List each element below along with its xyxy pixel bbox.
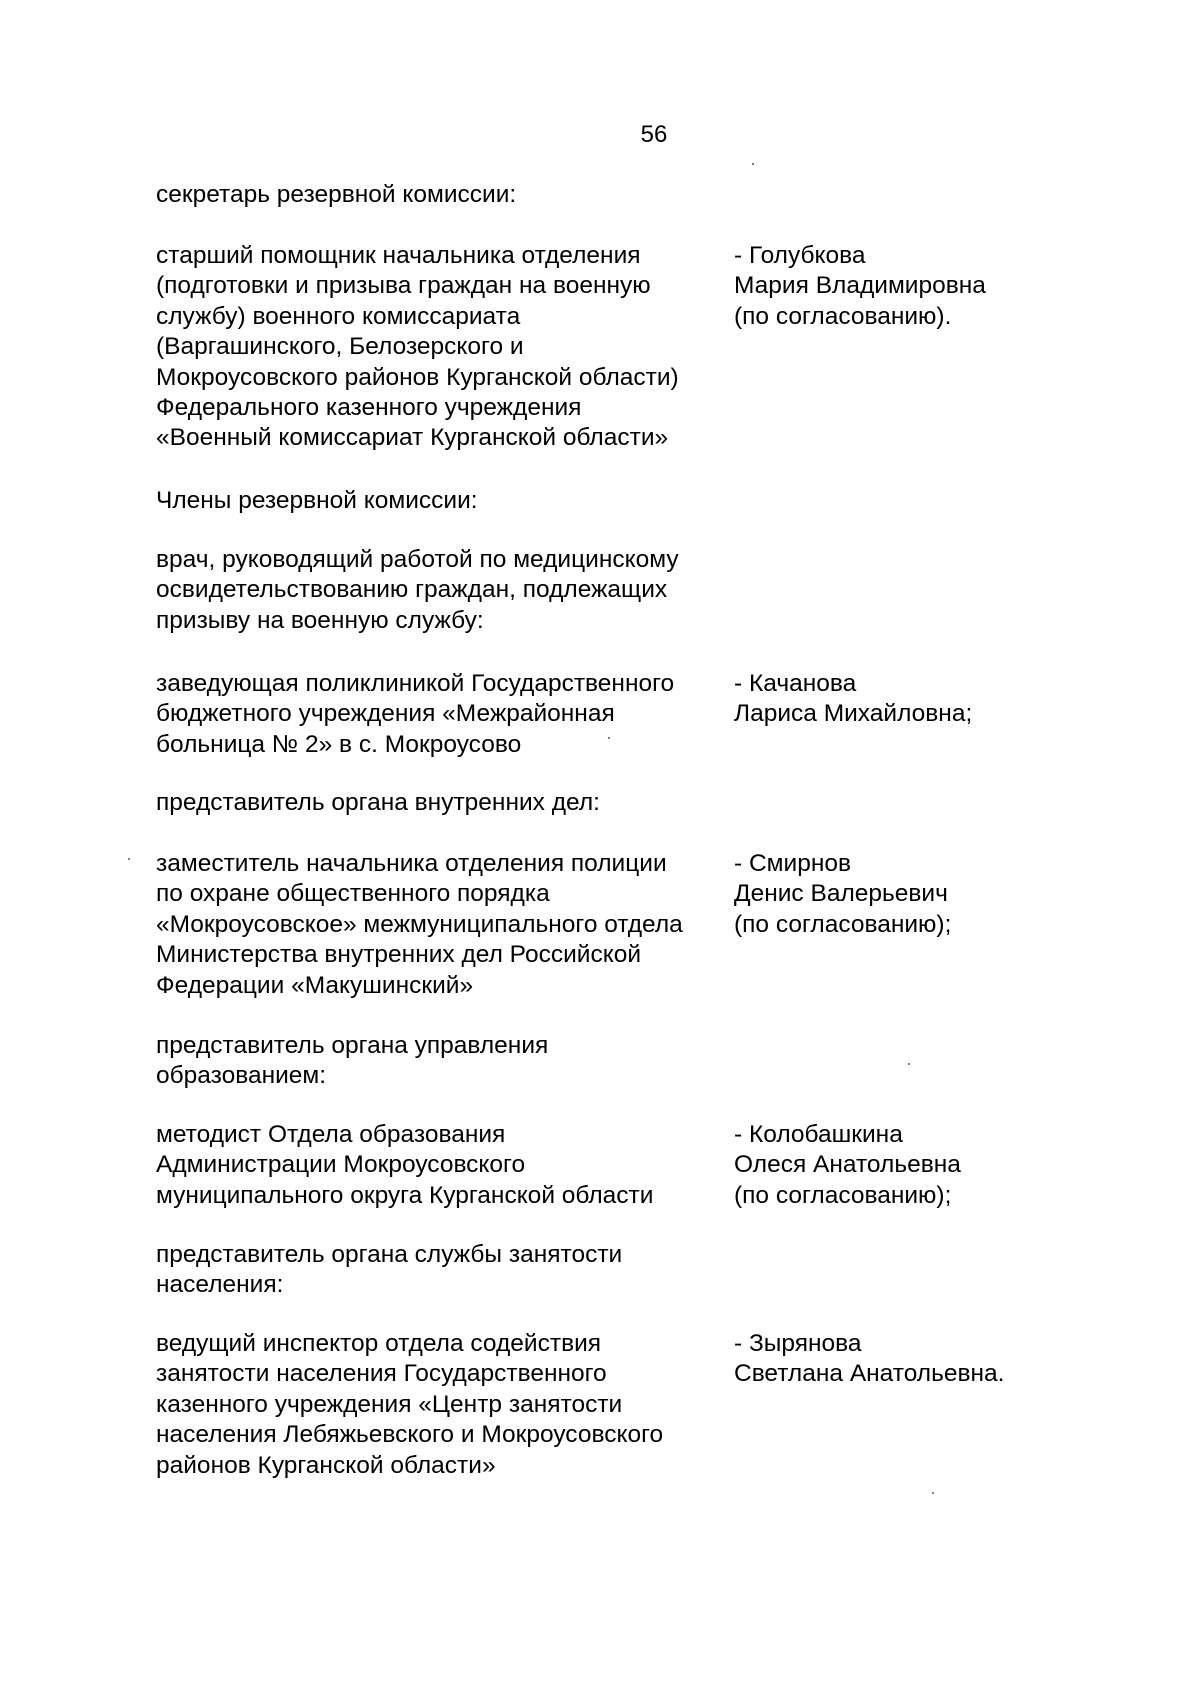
police-role-heading: представитель органа внутренних дел: [156,789,600,816]
scan-speck [908,1063,910,1065]
secretary-name: - Голубкова Мария Владимировна (по согласованию). [734,242,986,330]
doctor-name: - Качанова Лариса Михайловна; [734,670,973,728]
employment-position: ведущий инспектор отдела содействия занятости населения Государственного казенного учреждения «Центр занятости населения Лебяжьевского и Мокроусовского районов Курганской области» [156,1330,664,1479]
education-name: - Колобашкина Олеся Анатольевна (по согласованию); [734,1121,961,1209]
police-name: - Смирнов Денис Валерьевич (по согласованию); [734,850,952,938]
police-position: заместитель начальника отделения полиции по охране общественного порядка «Мокроусовское» межмуниципального отдела Министерства внутренних дел Российской Федерации «Макушинский» [156,850,683,999]
secretary-heading: секретарь резервной комиссии: [156,181,517,208]
employment-name: - Зырянова Светлана Анатольевна. [734,1330,1005,1388]
doctor-position: заведующая поликлиникой Государственного бюджетного учреждения «Межрайонная больница № 2» в с. Мокроусово [156,670,675,758]
education-position: методист Отдела образования Администрации Мокроусовского муниципального округа Курганской области [156,1121,654,1209]
members-heading: Члены резервной комиссии: [156,487,478,514]
education-role-heading: представитель органа управления образованием: [156,1032,549,1090]
scan-speck [608,737,610,739]
employment-role-heading: представитель органа службы занятости населения: [156,1241,623,1299]
scan-speck [128,858,130,860]
scan-speck [752,163,754,165]
page-number: 56 [640,121,668,148]
doctor-role-heading: врач, руководящий работой по медицинскому освидетельствованию граждан, подлежащих призыву на военную службу: [156,546,679,634]
secretary-position: старший помощник начальника отделения (подготовки и призыва граждан на военную службу) военного комиссариата (Варгашинского, Белозерского и Мокроусовского районов Курганской области) Федерального казенного учреждения «Военный комиссариат Курганской области» [156,242,679,452]
scan-speck [932,1492,934,1494]
